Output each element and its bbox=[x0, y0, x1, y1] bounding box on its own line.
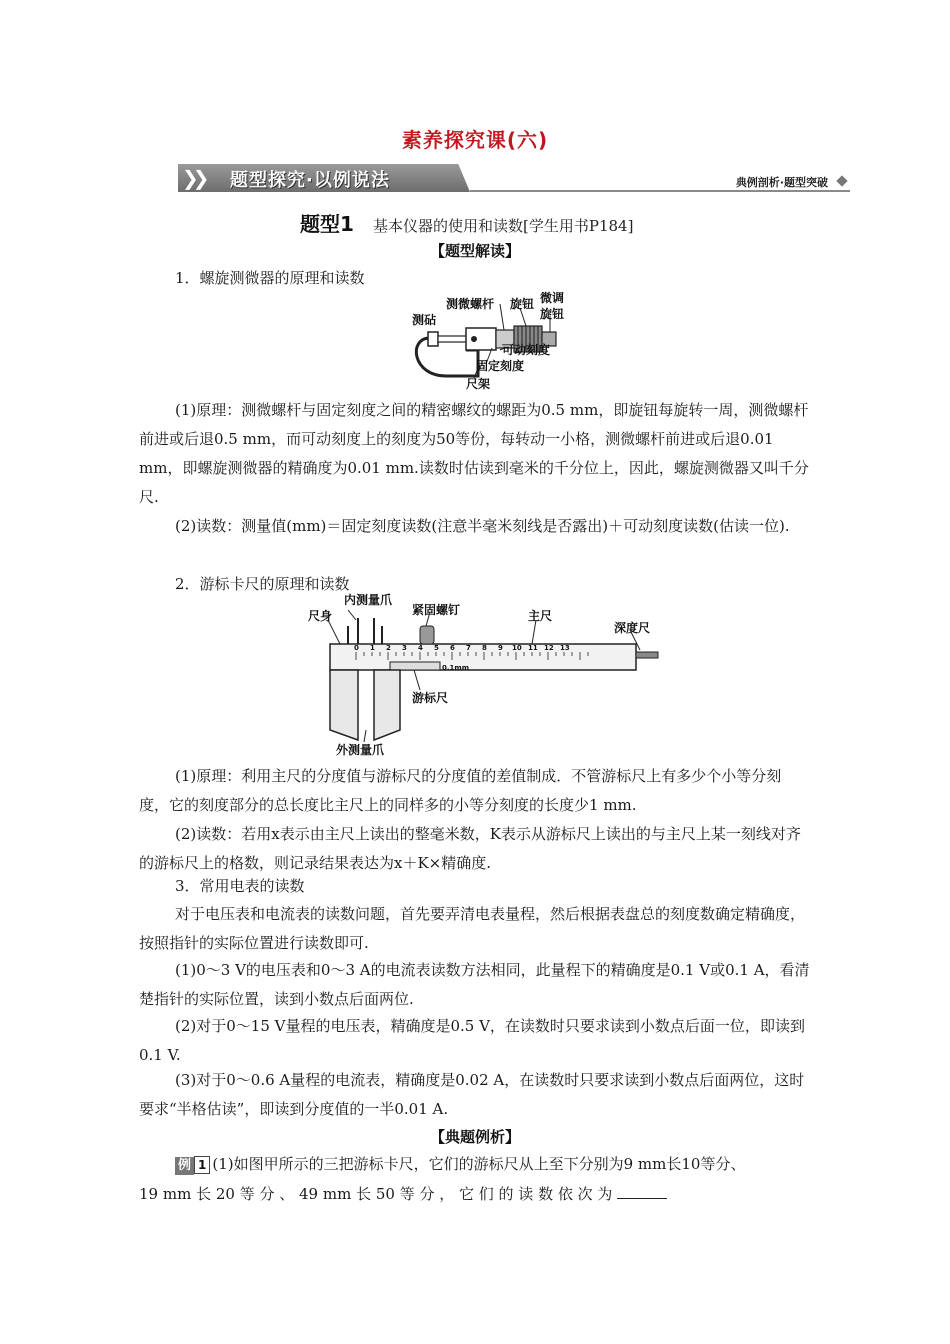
example-number: 1 bbox=[194, 1156, 210, 1174]
label-knob: 旋钮 bbox=[510, 297, 535, 311]
micrometer-figure bbox=[400, 290, 590, 392]
section-heading-examples: 【典题例析】 bbox=[429, 1128, 520, 1146]
label-body: 尺身 bbox=[308, 609, 333, 623]
label-fixed-scale: 固定刻度 bbox=[476, 359, 525, 373]
item1-principle: (1)原理：测微螺杆与固定刻度之间的精密螺纹的螺距为0.5 mm，即旋钮每旋转一周，测微螺杆前进或后退0.5 mm，而可动刻度上的刻度为50等份，每转动一小格，测微螺杆前进或后退0.01 mm，即螺旋测微器的精确度为0.01 mm.读数时估读到毫米的千分位上，因此，螺旋测微器又叫千分尺. bbox=[139, 401, 809, 506]
tick-label: 1 bbox=[370, 644, 375, 652]
item3-point3: (3)对于0～0.6 A量程的电流表，精确度是0.02 A，在读数时只要求读到小数点后面两位，这时要求“半格估读”，即读到分度值的一半0.01 A. bbox=[139, 1071, 805, 1118]
tick-label: 12 bbox=[544, 644, 554, 652]
label-anvil: 测砧 bbox=[412, 313, 437, 327]
section-heading-interpretation: 【题型解读】 bbox=[429, 242, 520, 260]
label-vernier: 游标尺 bbox=[412, 691, 449, 705]
item3-intro: 对于电压表和电流表的读数问题，首先要弄清电表量程，然后根据表盘总的刻度数确定精确度，按照指针的实际位置进行读数即可. bbox=[139, 905, 806, 952]
tick-label: 2 bbox=[386, 644, 391, 652]
tick-label: 8 bbox=[482, 644, 487, 652]
example-text-line2: 19 mm 长 20 等 分 、 49 mm 长 50 等 分 ， 它 们 的 读 数 依 次 为 bbox=[139, 1185, 613, 1203]
type-heading bbox=[300, 208, 633, 237]
banner-divider bbox=[470, 190, 850, 192]
tick-label: 11 bbox=[528, 644, 538, 652]
item3-title: 3．常用电表的读数 bbox=[175, 877, 305, 895]
item2-principle: (1)原理：利用主尺的分度值与游标尺的分度值的差值制成．不管游标尺上有多少个小等分刻度，它的刻度部分的总长度比主尺上的同样多的小等分刻度的长度少1 mm. bbox=[139, 767, 782, 814]
label-depth-rod: 深度尺 bbox=[614, 621, 651, 635]
example-line2 bbox=[139, 1180, 811, 1209]
label-screw: 紧固螺钉 bbox=[412, 603, 461, 617]
example-line1 bbox=[175, 1150, 811, 1179]
tick-label: 4 bbox=[418, 644, 423, 652]
label-spindle: 测微螺杆 bbox=[446, 297, 495, 311]
banner-right-label: 典例剖析·题型突破 bbox=[735, 176, 828, 189]
tick-label: 0 bbox=[354, 644, 359, 652]
diamond-icon bbox=[836, 175, 847, 186]
label-fine-knob-line2: 旋钮 bbox=[540, 307, 565, 321]
type-heading-label: 题型1 bbox=[300, 212, 354, 236]
section-banner bbox=[178, 162, 850, 196]
item1-title: 1．螺旋测微器的原理和读数 bbox=[175, 269, 365, 287]
label-precision: 0.1mm bbox=[442, 664, 469, 672]
caliper-figure bbox=[300, 590, 680, 760]
tick-label: 9 bbox=[498, 644, 503, 652]
example-text-line1: (1)如图甲所示的三把游标卡尺，它们的游标尺从上至下分别为9 mm长10等分、 bbox=[212, 1155, 746, 1173]
tick-label: 5 bbox=[434, 644, 439, 652]
label-main-scale: 主尺 bbox=[528, 609, 553, 623]
type-heading-subtitle: 基本仪器的使用和读数[学生用书P184] bbox=[373, 217, 634, 235]
answer-blank[interactable] bbox=[617, 1184, 667, 1199]
item1-reading: (2)读数：测量值(mm)＝固定刻度读数(注意半毫米刻线是否露出)＋可动刻度读数(估读一位). bbox=[175, 517, 790, 535]
tick-label: 3 bbox=[402, 644, 407, 652]
example-badge: 例 bbox=[175, 1157, 194, 1175]
banner-left-label: 题型探究·以例说法 bbox=[230, 170, 390, 191]
item3-point2: (2)对于0～15 V量程的电压表，精确度是0.5 V，在读数时只要求读到小数点后面一位，即读到0.1 V. bbox=[139, 1017, 805, 1064]
page-title: 素养探究课(六) bbox=[401, 128, 549, 152]
item2-reading: (2)读数：若用x表示由主尺上读出的整毫米数，K表示从游标尺上读出的与主尺上某一刻线对齐的游标尺上的格数，则记录结果表达为x＋K×精确度. bbox=[139, 825, 801, 872]
tick-label: 7 bbox=[466, 644, 471, 652]
label-frame: 尺架 bbox=[466, 377, 491, 391]
item2-title: 2．游标卡尺的原理和读数 bbox=[175, 575, 350, 593]
tick-label: 13 bbox=[560, 644, 570, 652]
label-inner-jaw: 内测量爪 bbox=[344, 593, 393, 607]
label-movable-scale: 可动刻度 bbox=[502, 343, 551, 357]
chevron-right-icon: ❯❯ bbox=[182, 166, 204, 190]
tick-label: 10 bbox=[512, 644, 522, 652]
label-outer-jaw: 外测量爪 bbox=[336, 743, 385, 757]
item3-point1: (1)0～3 V的电压表和0～3 A的电流表读数方法相同，此量程下的精确度是0.1 V或0.1 A，看清楚指针的实际位置，读到小数点后面两位. bbox=[139, 961, 810, 1008]
tick-label: 6 bbox=[450, 644, 455, 652]
label-fine-knob-line1: 微调 bbox=[540, 291, 565, 305]
